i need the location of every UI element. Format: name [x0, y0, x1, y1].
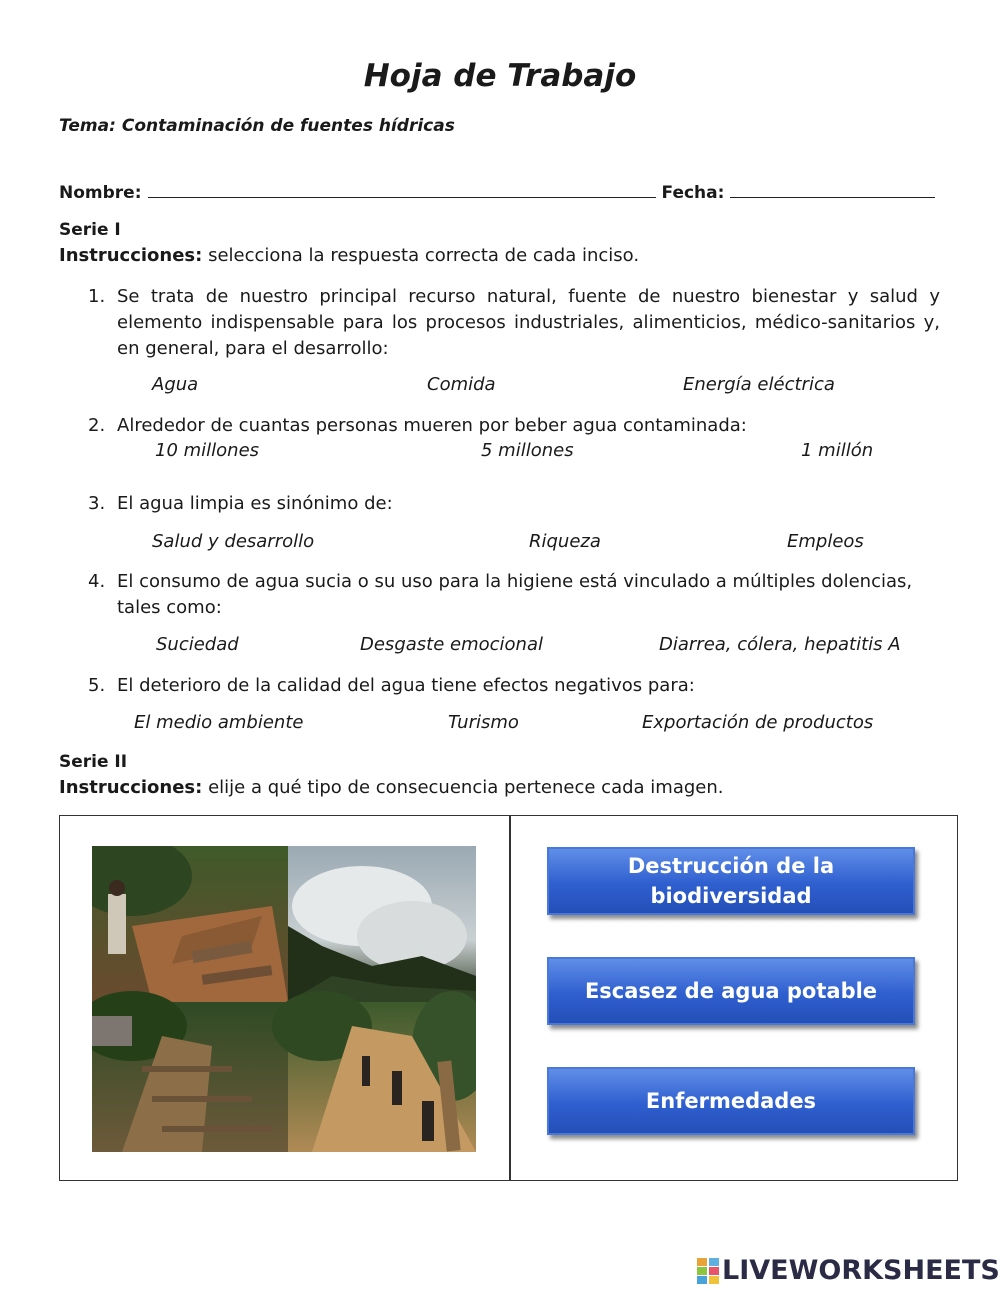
option-water-scarcity[interactable]: Escasez de agua potable	[547, 957, 915, 1025]
q2-option-1[interactable]: 10 millones	[155, 440, 260, 461]
question-4	[88, 569, 940, 621]
serie2-instr-text: elije a qué tipo de consecuencia pertenece cada imagen.	[202, 777, 724, 798]
question-5	[88, 673, 940, 699]
question-text: Se trata de nuestro principal recurso natural, fuente de nuestro bienestar y salud y elemento indispensable para los procesos industriales, alimenticios, médico-sanitarios y, en general, para el desarrollo:	[117, 286, 940, 359]
q4-option-2[interactable]: Desgaste emocional	[360, 634, 543, 655]
photo-forest-smoke	[288, 846, 476, 1002]
question-text: Alrededor de cuantas personas mueren por beber agua contaminada:	[117, 415, 747, 436]
name-date-line	[59, 181, 941, 203]
q4-option-1[interactable]: Suciedad	[156, 634, 239, 655]
question-number: 1.	[88, 286, 106, 307]
q4-option-3[interactable]: Diarrea, cólera, hepatitis A	[659, 634, 901, 655]
serie1-instr-label: Instrucciones:	[59, 245, 203, 266]
photo-landslide	[92, 846, 288, 1002]
q2-option-2[interactable]: 5 millones	[481, 440, 574, 461]
page-title: Hoja de Trabajo	[363, 58, 637, 94]
table-divider	[509, 816, 511, 1180]
question-number: 4.	[88, 571, 106, 592]
name-field[interactable]	[148, 181, 656, 198]
option-diseases[interactable]: Enfermedades	[547, 1067, 915, 1135]
environment-photo-collage[interactable]	[92, 846, 476, 1152]
question-number: 5.	[88, 675, 106, 696]
q3-option-2[interactable]: Riqueza	[529, 531, 601, 552]
liveworksheets-logo[interactable]	[697, 1255, 1000, 1286]
question-text: El agua limpia es sinónimo de:	[117, 493, 393, 514]
serie2-title: Serie II	[59, 752, 128, 772]
q3-option-1[interactable]: Salud y desarrollo	[152, 531, 315, 552]
question-2	[88, 413, 940, 439]
serie1-title: Serie I	[59, 220, 121, 240]
serie2-instr-label: Instrucciones:	[59, 777, 203, 798]
q5-option-3[interactable]: Exportación de productos	[642, 712, 874, 733]
question-text: El consumo de agua sucia o su uso para la higiene está vinculado a múltiples dolencias, tales como:	[117, 571, 913, 618]
q1-option-3[interactable]: Energía eléctrica	[683, 374, 835, 395]
question-3	[88, 491, 940, 517]
topic: Tema: Contaminación de fuentes hídricas	[59, 116, 455, 136]
serie1-instructions	[59, 245, 639, 266]
q2-option-3[interactable]: 1 millón	[801, 440, 874, 461]
serie2-instructions	[59, 777, 723, 798]
question-number: 3.	[88, 493, 106, 514]
q1-option-1[interactable]: Agua	[152, 374, 199, 395]
serie1-instr-text: selecciona la respuesta correcta de cada inciso.	[202, 245, 640, 266]
date-label: Fecha:	[661, 183, 725, 203]
question-1	[88, 284, 940, 362]
photo-muddy-slope	[272, 991, 476, 1152]
matching-table	[59, 815, 958, 1181]
q3-option-3[interactable]: Empleos	[787, 531, 864, 552]
brand-name: LIVEWORKSHEETS	[722, 1255, 1000, 1286]
liveworksheets-logo-icon	[697, 1258, 719, 1284]
question-text: El deterioro de la calidad del agua tiene efectos negativos para:	[117, 675, 695, 696]
photo-eroded-hillside	[92, 991, 288, 1152]
q5-option-2[interactable]: Turismo	[448, 712, 519, 733]
q1-option-2[interactable]: Comida	[427, 374, 496, 395]
option-biodiversity-destruction[interactable]: Destrucción de la biodiversidad	[547, 847, 915, 915]
question-number: 2.	[88, 415, 106, 436]
name-label: Nombre:	[59, 183, 142, 203]
date-field[interactable]	[730, 181, 935, 198]
q5-option-1[interactable]: El medio ambiente	[134, 712, 304, 733]
